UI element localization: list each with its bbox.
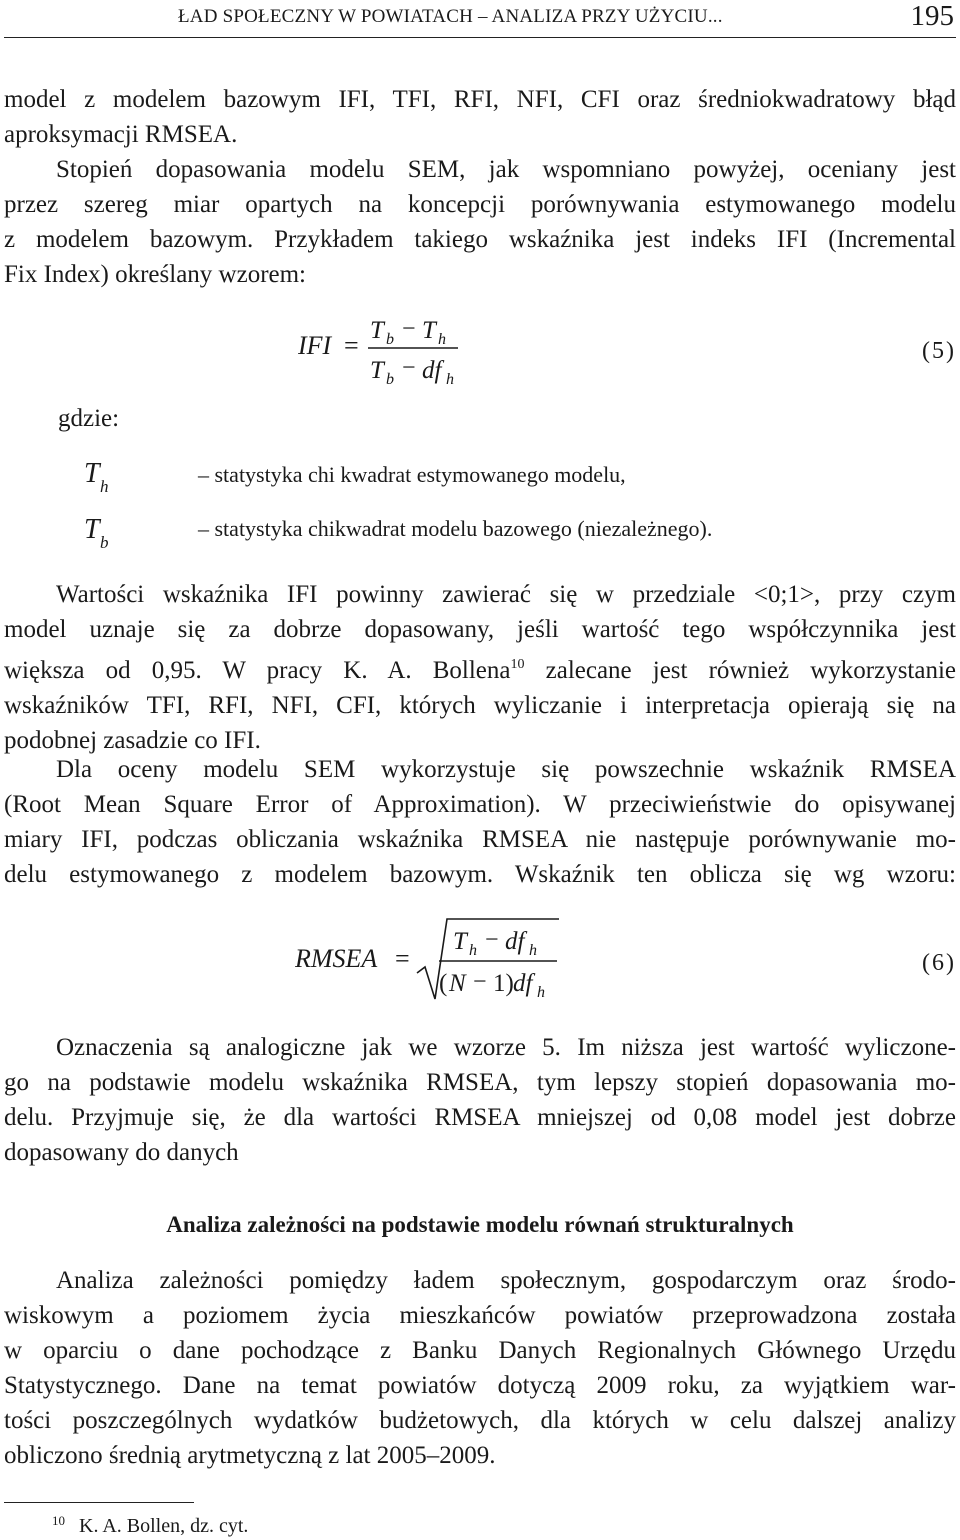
- text-span: większa od 0,95. W pracy K. A. Bollena: [4, 657, 511, 684]
- num-sub-h: h: [438, 331, 446, 348]
- num-t: T: [370, 317, 384, 344]
- footnote-number: 10: [52, 1513, 65, 1528]
- symbol-sub: h: [100, 477, 109, 496]
- text-line: [4, 647, 956, 688]
- minus-sign: −: [485, 927, 499, 953]
- minus-sign: −: [402, 316, 416, 342]
- equals-sign: =: [395, 944, 410, 973]
- den-minus: −: [473, 969, 487, 995]
- running-header: [0, 0, 960, 40]
- text-line: w oparciu o dane pochodzące z Banku Danych Regionalnych Głównego Urzędu: [4, 1337, 956, 1364]
- symbol-t: T: [84, 458, 100, 489]
- text-span: zalecane jest również wykorzystanie: [524, 657, 957, 684]
- footnote: [52, 1513, 248, 1538]
- equation-rmsea: [295, 915, 575, 1005]
- text-line: dopasowany do danych: [4, 1139, 239, 1166]
- paragraph-1: [4, 82, 956, 152]
- text-line: delu. Przyjmuje się, że dla wartości RMSEA mniejszej od 0,08 model jest dobrze: [4, 1104, 956, 1131]
- den-n: N: [449, 970, 466, 997]
- text-line: Statystycznego. Dane na temat powiatów dotyczą 2009 roku, za wyjątkiem war-: [4, 1372, 956, 1399]
- text-line: go na podstawie modelu wskaźnika RMSEA, tym lepszy stopień dopasowania mo-: [4, 1069, 956, 1096]
- text-line: Analiza zależności pomiędzy ładem społecznym, gospodarczym oraz środo-: [56, 1267, 956, 1294]
- text-line: aproksymacji RMSEA.: [4, 121, 238, 148]
- num-sub-h: h: [469, 942, 477, 959]
- symbol-tb: [82, 508, 132, 558]
- num-df: df: [505, 928, 525, 955]
- text-line: podobnej zasadzie co IFI.: [4, 727, 261, 754]
- den-t: T: [370, 357, 384, 384]
- text-line: przez szereg miar opartych na koncepcji porównywania estymowanego modelu: [4, 191, 956, 218]
- text-line: tości poszczególnych wydatków budżetowych, dla których w celu dalszej analizy: [4, 1407, 956, 1434]
- text-line: z modelem bazowym. Przykładem takiego wskaźnika jest indeks IFI (Incremental: [4, 226, 956, 253]
- den-sub-h: h: [537, 984, 545, 1001]
- num-t: T: [422, 317, 436, 344]
- den-df: df: [422, 357, 442, 384]
- equation-ifi: [298, 312, 478, 402]
- paragraph-4: [4, 752, 956, 892]
- footnote-rule: [4, 1502, 194, 1503]
- symbol-t: T: [84, 514, 100, 545]
- equals-sign: =: [344, 331, 359, 360]
- symbol-sub: b: [100, 533, 109, 552]
- text-line: miary IFI, podczas obliczania wskaźnika RMSEA nie następuje porównywanie mo-: [4, 826, 956, 853]
- text-line: Stopień dopasowania modelu SEM, jak wspomniano powyżej, oceniany jest: [56, 156, 956, 183]
- minus-sign: −: [402, 355, 416, 381]
- definition-th: – statystyka chi kwadrat estymowanego modelu,: [198, 462, 626, 487]
- section-heading: Analiza zależności na podstawie modelu równań strukturalnych: [166, 1212, 794, 1237]
- definition-tb: – statystyka chikwadrat modelu bazowego (niezależnego).: [198, 516, 713, 541]
- num-sub-h: h: [529, 942, 537, 959]
- text-line: delu estymowanego z modelem bazowym. Wskaźnik ten oblicza się wg wzoru:: [4, 861, 956, 888]
- num-t: T: [453, 928, 467, 955]
- rmsea-lhs: RMSEA: [295, 944, 378, 973]
- den-paren: (: [439, 970, 448, 997]
- equation-number: (6): [922, 950, 956, 976]
- where-label: gdzie:: [58, 405, 120, 432]
- equation-number: (5): [922, 338, 956, 364]
- text-line: model z modelem bazowym IFI, TFI, RFI, NFI, CFI oraz średniokwadratowy błąd: [4, 86, 956, 113]
- paragraph-5: [4, 1030, 956, 1170]
- paragraph-2: [4, 152, 956, 292]
- den-one: 1): [493, 970, 514, 997]
- den-df: df: [513, 970, 533, 997]
- text-line: model uznaje się za dobrze dopasowany, jeśli wartość tego współczynnika jest: [4, 616, 956, 643]
- text-line: Oznaczenia są analogiczne jak we wzorze 5. Im niższa jest wartość wyliczone-: [56, 1034, 956, 1061]
- running-title: ŁAD SPOŁECZNY W POWIATACH – ANALIZA PRZY UŻYCIU...: [178, 6, 723, 27]
- symbol-th: [82, 452, 132, 502]
- den-sub-h: h: [446, 371, 454, 388]
- header-rule: [4, 37, 956, 38]
- text-line: wskaźników TFI, RFI, NFI, CFI, których wyliczanie i interpretacja opierają się na: [4, 692, 956, 719]
- footnote-text: K. A. Bollen, dz. cyt.: [79, 1515, 249, 1537]
- text-line: Fix Index) określany wzorem:: [4, 261, 307, 288]
- page-number: 195: [910, 0, 954, 32]
- num-sub-b: b: [386, 331, 394, 348]
- footnote-ref: 10: [510, 657, 525, 672]
- text-line: obliczono średnią arytmetyczną z lat 2005–2009.: [4, 1442, 496, 1469]
- paragraph-6: [4, 1263, 956, 1473]
- ifi-lhs: IFI: [298, 331, 332, 360]
- text-line: Wartości wskaźnika IFI powinny zawierać się w przedziale <0;1>, przy czym: [56, 581, 956, 608]
- text-line: Dla oceny modelu SEM wykorzystuje się powszechnie wskaźnik RMSEA: [56, 756, 956, 783]
- text-line: wiskowym a poziomem życia mieszkańców powiatów przeprowadzona została: [4, 1302, 956, 1329]
- den-sub-b: b: [386, 371, 394, 388]
- text-line: (Root Mean Square Error of Approximation). W przeciwieństwie do opisywanej: [4, 791, 956, 818]
- paragraph-3: [4, 577, 956, 758]
